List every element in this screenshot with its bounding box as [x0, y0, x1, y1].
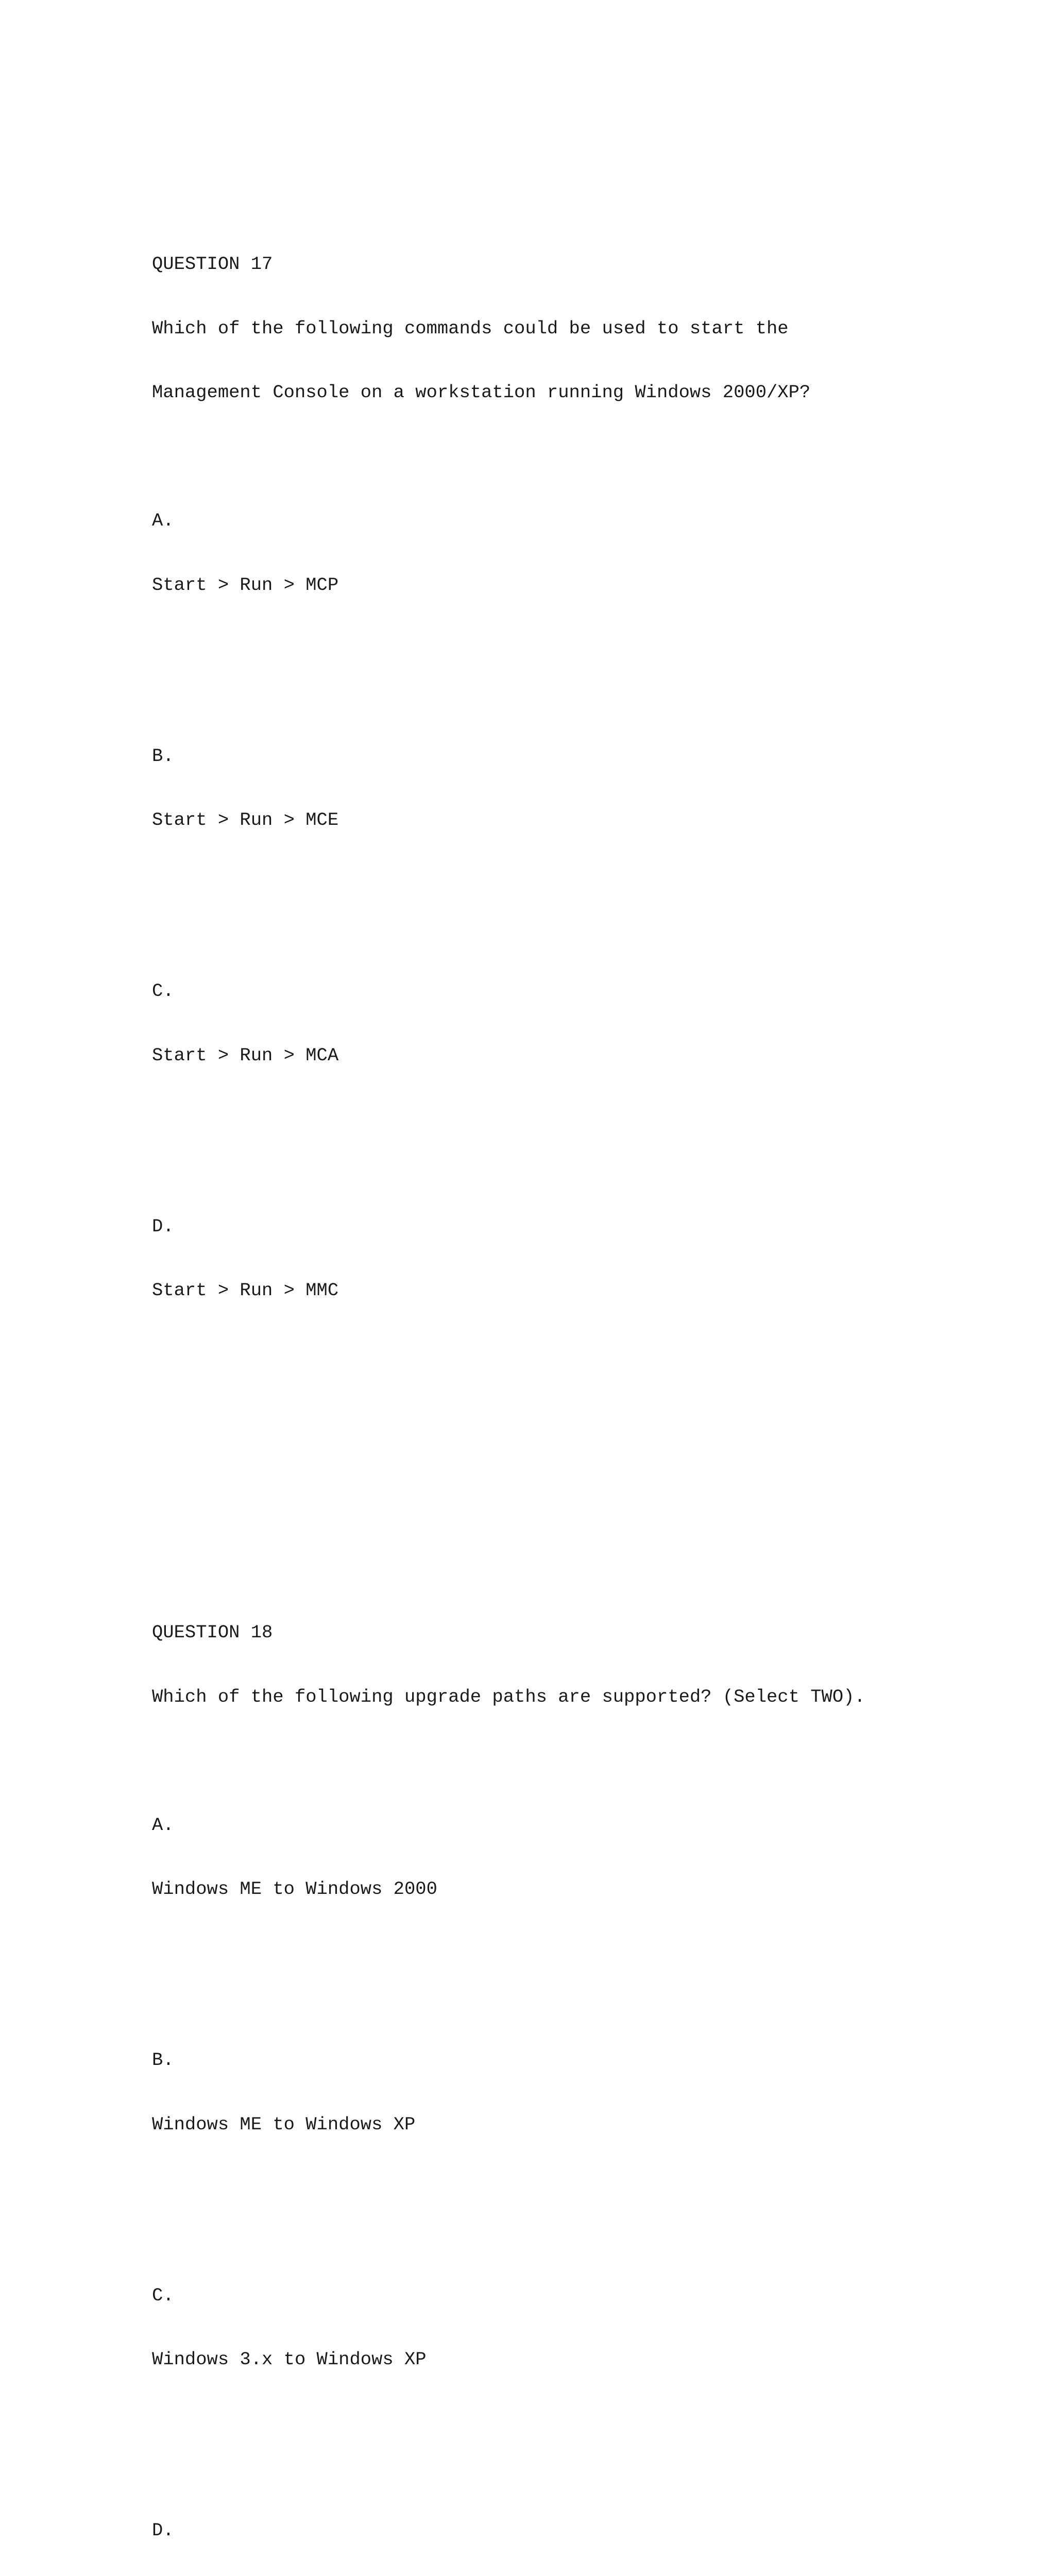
question-title: QUESTION 18: [152, 1622, 273, 1643]
option-letter: C.: [152, 980, 174, 1002]
option-letter: D.: [152, 1215, 174, 1237]
answer-option-a: [152, 467, 1028, 638]
question-17: [152, 211, 1028, 1387]
question-text-line: Which of the following commands could be used to start the: [152, 317, 789, 339]
question-18: [152, 1579, 1028, 2576]
option-text: Start > Run > MCA: [152, 1044, 339, 1066]
option-text: Windows ME to Windows 2000: [152, 1878, 437, 1900]
option-text: Start > Run > MCP: [152, 574, 339, 596]
answer-option-c: [152, 938, 1028, 1109]
document-page: [152, 125, 1028, 2576]
option-letter: B.: [152, 745, 174, 767]
option-text: Start > Run > MMC: [152, 1280, 339, 1301]
option-letter: A.: [152, 510, 174, 531]
option-letter: C.: [152, 2284, 174, 2306]
answer-option-b: [152, 2007, 1028, 2178]
question-text-line: Which of the following upgrade paths are supported? (Select TWO).: [152, 1686, 865, 1707]
question-title: QUESTION 17: [152, 253, 273, 275]
question-text-line: Management Console on a workstation running Windows 2000/XP?: [152, 382, 811, 403]
question-spacer: [152, 1451, 1028, 1494]
answer-option-d: [152, 2477, 1028, 2576]
answer-option-a: [152, 1772, 1028, 1943]
option-text: Windows ME to Windows XP: [152, 2113, 416, 2135]
option-letter: B.: [152, 2049, 174, 2071]
option-text: Start > Run > MCE: [152, 809, 339, 831]
option-letter: A.: [152, 1814, 174, 1836]
option-text: Windows 3.x to Windows XP: [152, 2349, 427, 2370]
answer-option-b: [152, 703, 1028, 874]
answer-option-d: [152, 1173, 1028, 1344]
answer-option-c: [152, 2242, 1028, 2413]
option-letter: D.: [152, 2520, 174, 2541]
